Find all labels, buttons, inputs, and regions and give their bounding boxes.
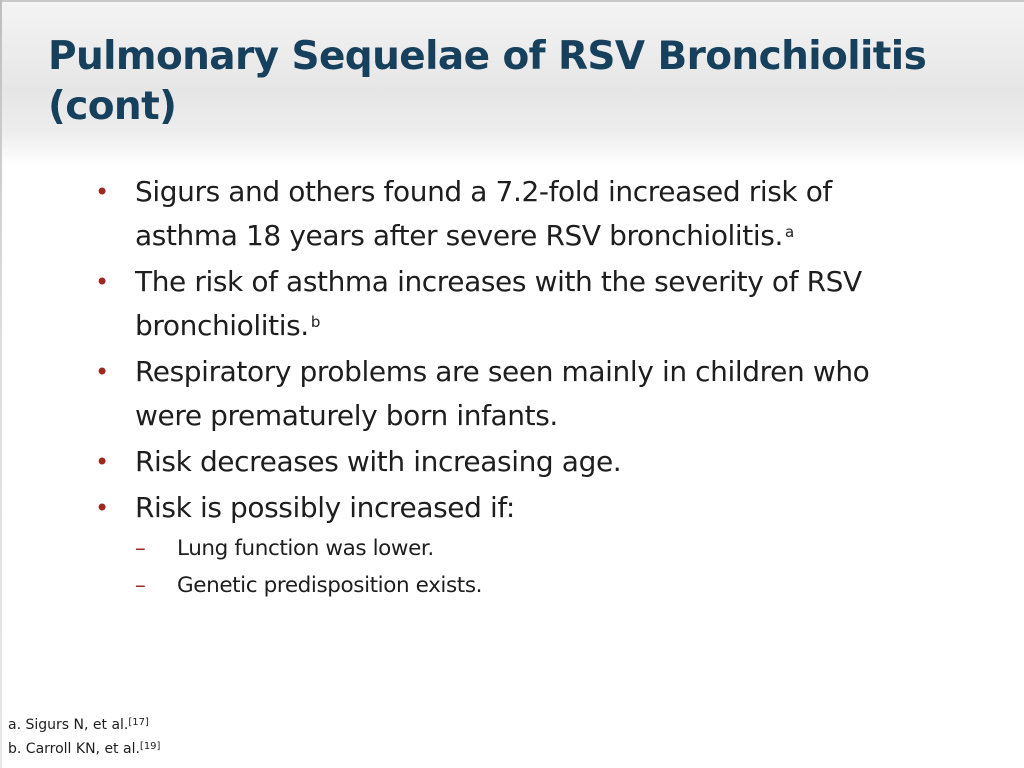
slide-top-border [0,0,1024,2]
footnote-text: b. Carroll KN, et al. [8,741,140,757]
bullet-text: Risk is possibly increased if: [135,491,515,524]
citation-superscript: a [784,223,794,241]
footnote-reference: [17] [128,717,149,728]
bullet-item [95,486,915,604]
slide-left-border [0,0,2,768]
bullet-item [95,170,915,258]
bullet-marker: • [95,494,109,522]
slide-title: Pulmonary Sequelae of RSV Bronchiolitis (cont) [48,34,927,129]
bullet-marker: • [95,358,109,386]
sub-bullet-item [135,530,915,567]
footnote [8,713,160,737]
bullet-marker: • [95,178,109,206]
footnote-text: a. Sigurs N, et al. [8,717,129,733]
bullet-text: Respiratory problems are seen mainly in children who were prematurely born infants. [135,355,870,432]
bullet-item [95,260,915,348]
footnote-reference: [19] [139,741,161,752]
sub-bullet-item [135,567,915,604]
bullet-text: Sigurs and others found a 7.2-fold increased risk of asthma 18 years after severe RSV bronchiolitis. [135,175,832,252]
footnotes [8,713,160,761]
sub-bullet-text: Genetic predisposition exists. [177,573,483,598]
sub-bullet-list [135,530,915,604]
bullet-marker: • [95,448,109,476]
sub-bullet-text: Lung function was lower. [177,536,434,561]
bullet-list [95,170,915,606]
footnote [8,737,160,761]
bullet-text: The risk of asthma increases with the severity of RSV bronchiolitis. [135,265,862,342]
citation-superscript: b [310,313,320,331]
dash-marker: – [135,536,146,561]
dash-marker: – [135,573,146,598]
bullet-text: Risk decreases with increasing age. [135,445,622,478]
bullet-item [95,350,915,438]
bullet-item [95,440,915,484]
bullet-marker: • [95,268,109,296]
